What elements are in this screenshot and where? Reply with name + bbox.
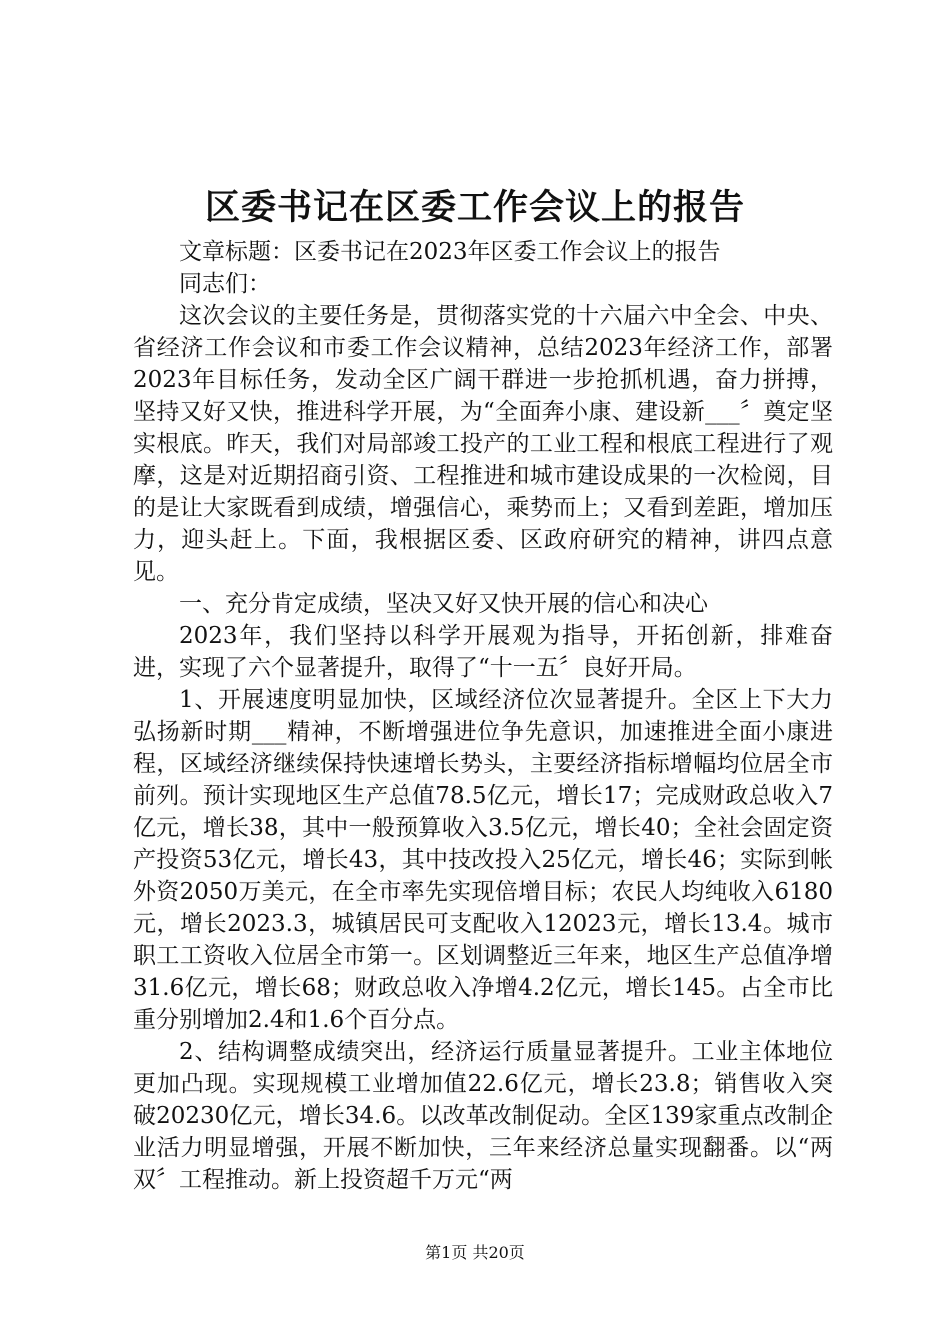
document-title: 区委书记在区委工作会议上的报告 (204, 188, 745, 228)
paragraph: 2、结构调整成绩突出，经济运行质量显著提升。工业主体地位更加凸现。实现规模工业增加值22.6亿元，增长23.8；销售收入突破20230亿元，增长34.6。以改革改制促动。全区139家重点改制企业活力明显增强，开展不断加快，三年来经济总量实现翻番。以“两双〞工程推动。新上投资超千万元“两 (133, 1039, 833, 1193)
paragraph: 1、开展速度明显加快，区域经济位次显著提升。全区上下大力弘扬新时期___精神，不断增强进位争先意识，加速推进全面小康进程，区域经济继续保持快速增长势头，主要经济指标增幅均位居全市前列。预计实现地区生产总值78.5亿元，增长17；完成财政总收入7亿元，增长38，其中一般预算收入3.5亿元，增长40；全社会固定资产投资53亿元，增长43，其中技改投入25亿元，增长46；实际到帐外资2050万美元，在全市率先实现倍增目标；农民人均纯收入6180元，增长2023.3，城镇居民可支配收入12023元，增长13.4。城市职工工资收入位居全市第一。区划调整近三年来，地区生产总值净增31.6亿元，增长68；财政总收入净增4.2亿元，增长145。占全市比重分别增加2.4和1.6个百分点。 (133, 687, 833, 1033)
paragraph: 这次会议的主要任务是，贯彻落实党的十六届六中全会、中央、省经济工作会议和市委工作会议精神，总结2023年经济工作，部署2023年目标任务，发动全区广阔干群进一步抢抓机遇，奋力拼搏，坚持又好又快，推进科学开展，为“全面奔小康、建设新___〞奠定坚实根底。昨天，我们对局部竣工投产的工业工程和根底工程进行了观摩，这是对近期招商引资、工程推进和城市建设成果的一次检阅，目的是让大家既看到成绩，增强信心，乘势而上；又看到差距，增加压力，迎头赶上。下面，我根据区委、区政府研究的精神，讲四点意见。 (133, 303, 833, 585)
salutation: 同志们： (179, 271, 271, 297)
page-footer: 第1页 共20页 (425, 1243, 525, 1262)
document-body (133, 236, 833, 1196)
section-heading: 一、充分肯定成绩，坚决又好又快开展的信心和决心 (179, 591, 708, 617)
article-title-line: 文章标题：区委书记在2023年区委工作会议上的报告 (179, 239, 721, 265)
paragraph: 2023年，我们坚持以科学开展观为指导，开拓创新，排难奋进，实现了六个显著提升，取得了“十一五〞良好开局。 (133, 623, 833, 681)
